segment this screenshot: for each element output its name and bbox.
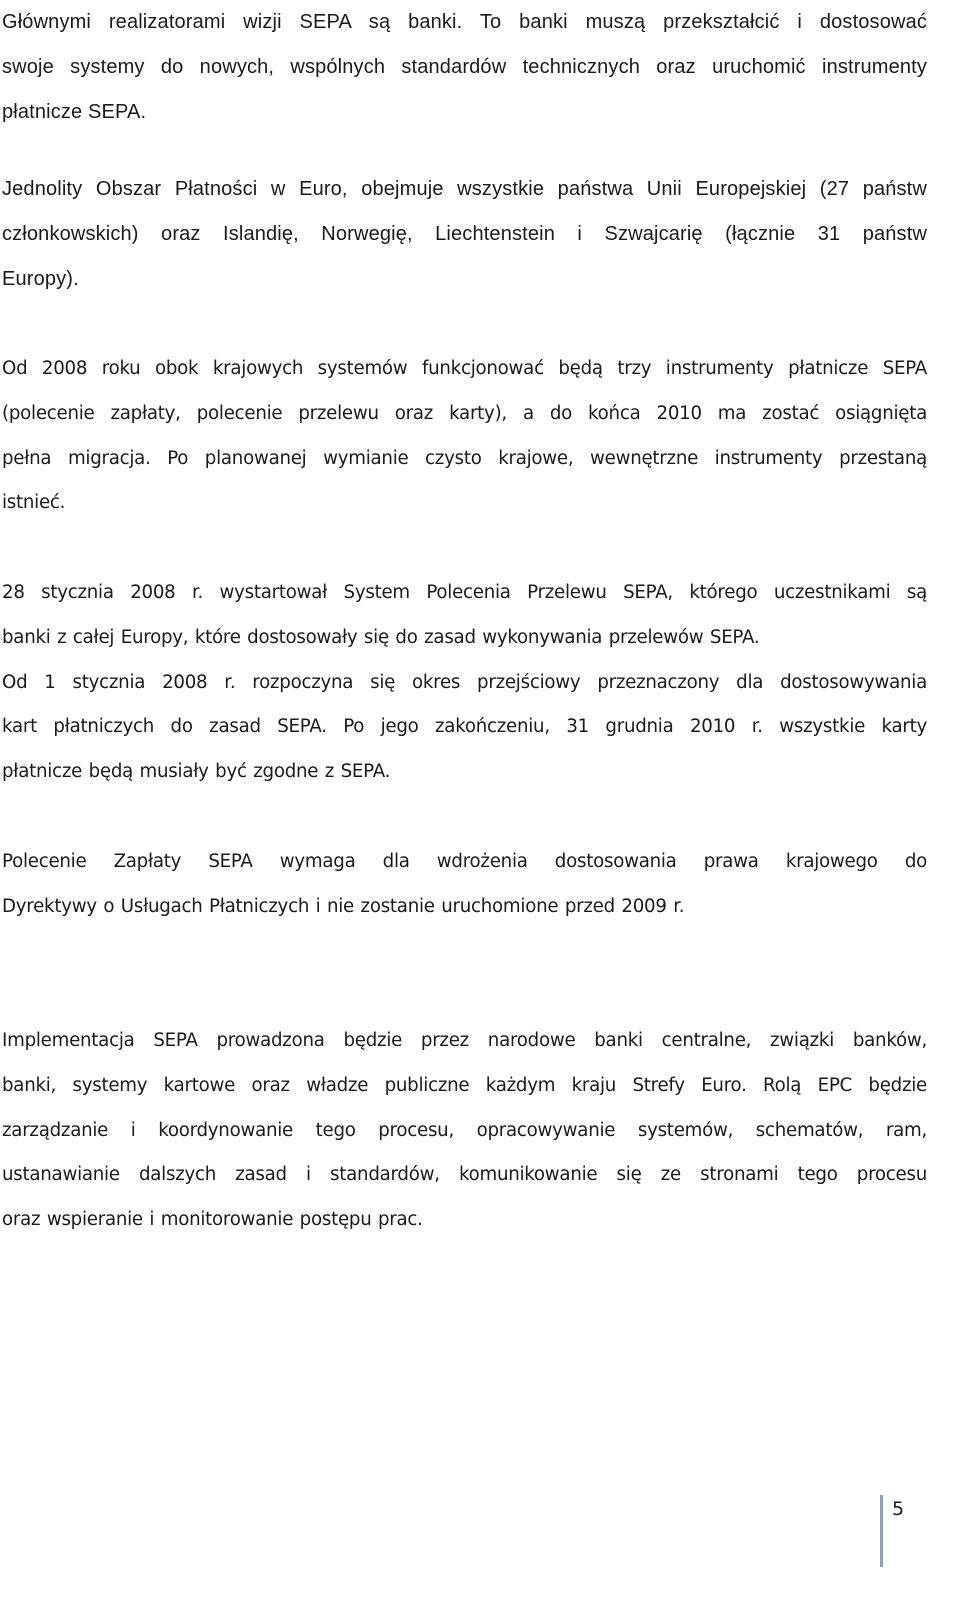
text-line: Europy). <box>2 267 79 290</box>
paragraph-sepa-area <box>2 167 927 301</box>
text-line: Od 1 stycznia 2008 r. rozpoczyna się okres przejściowy przeznaczony dla dostosowywania <box>2 671 927 693</box>
paragraph-sepa-instruments <box>2 347 927 526</box>
text-line: Polecenie Zapłaty SEPA wymaga dla wdrożenia dostosowania prawa krajowego do <box>2 851 927 872</box>
text-line: banki z całej Europy, które dostosowały się do zasad wykonywania przelewów SEPA. <box>2 626 760 648</box>
text-line: 28 stycznia 2008 r. wystartował System Polecenia Przelewu SEPA, którego uczestnikami są <box>2 582 927 603</box>
paragraph-sepa-direct-debit <box>2 840 927 930</box>
text-line: pełna migracja. Po planowanej wymianie czysto krajowe, wewnętrzne instrumenty przestaną <box>2 447 927 469</box>
text-line: istnieć. <box>2 492 66 514</box>
text-line: Dyrektywy o Usługach Płatniczych i nie zostanie uruchomione przed 2009 r. <box>2 895 685 917</box>
page-number: 5 <box>892 1498 905 1520</box>
footer-rule <box>880 1495 883 1567</box>
text-line: zarządzanie i koordynowanie tego procesu, opracowywanie systemów, schematów, ram, <box>2 1119 927 1141</box>
text-line: ustanawianie dalszych zasad i standardów, komunikowanie się ze stronami tego procesu <box>2 1164 927 1186</box>
text-line: oraz wspieranie i monitorowanie postępu prac. <box>2 1209 423 1231</box>
text-line: płatnicze SEPA. <box>2 100 147 123</box>
text-line: Jednolity Obszar Płatności w Euro, obejmuje wszystkie państwa Unii Europejskiej (27 państw <box>2 178 927 200</box>
paragraph-sepa-banks <box>2 0 927 134</box>
text-line: Implementacja SEPA prowadzona będzie przez narodowe banki centralne, związki banków, <box>2 1030 927 1051</box>
text-line: kart płatniczych do zasad SEPA. Po jego zakończeniu, 31 grudnia 2010 r. wszystkie karty <box>2 716 927 738</box>
text-line: płatnicze będą musiały być zgodne z SEPA. <box>2 761 391 783</box>
text-line: Głównymi realizatorami wizji SEPA są banki. To banki muszą przekształcić i dostosować <box>2 11 927 33</box>
text-line: banki, systemy kartowe oraz władze publiczne każdym kraju Strefy Euro. Rolą EPC będzie <box>2 1074 927 1096</box>
paragraph-sepa-implementation <box>2 1019 927 1243</box>
text-line: członkowskich) oraz Islandię, Norwegię, Liechtenstein i Szwajcarię (łącznie 31 państw <box>2 222 927 245</box>
paragraph-sepa-credit-transfer <box>2 571 927 795</box>
text-line: swoje systemy do nowych, wspólnych standardów technicznych oraz uruchomić instrumenty <box>2 55 927 78</box>
text-line: (polecenie zapłaty, polecenie przelewu oraz karty), a do końca 2010 ma zostać osiągnięta <box>2 402 927 424</box>
page-footer <box>880 1495 940 1567</box>
text-line: Od 2008 roku obok krajowych systemów funkcjonować będą trzy instrumenty płatnicze SEPA <box>2 358 927 379</box>
